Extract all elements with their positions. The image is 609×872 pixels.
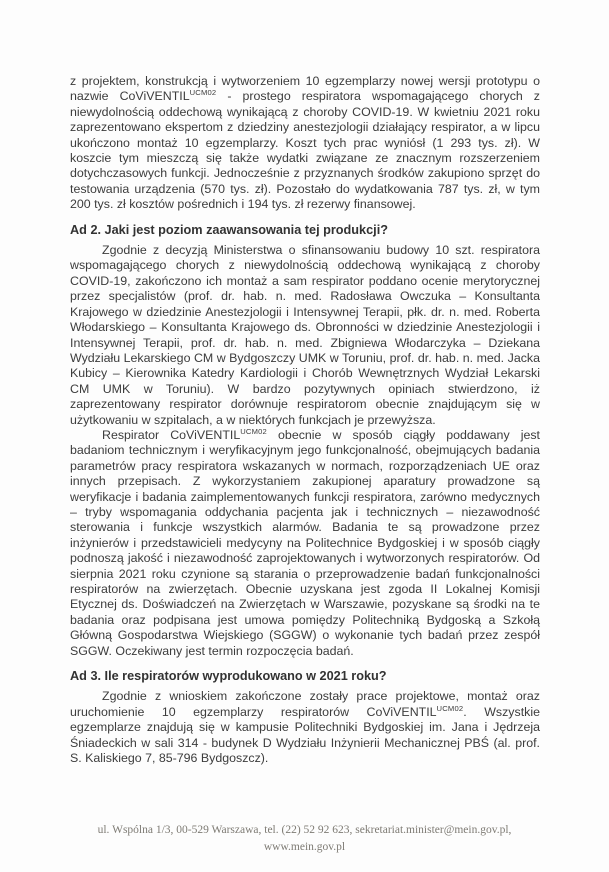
intro-paragraph — [70, 74, 540, 213]
document-body — [70, 74, 540, 766]
page-footer — [0, 822, 609, 855]
superscript-ucm02: UCM02 — [240, 426, 267, 436]
footer-address-line: ul. Wspólna 1/3, 00-529 Warszawa, tel. (22) 52 92 623, sekretariat.minister@mein.gov.pl, — [97, 824, 512, 836]
ad3-paragraph-1-text-1: Zgodnie z wnioskiem zakończone zostały prace projektowe, montaż oraz uruchomienie 10 egzemplarzy respiratorów CoViVENTIL — [70, 689, 540, 719]
ad2-paragraph-2-text-2: obecnie w sposób ciągły poddawany jest badaniom technicznym i weryfikacyjnym jego funkcjonalność, obejmujących badania parametrów pracy respiratora wskazanych w normach, rozporządzeniach UE oraz innych przepisach. Z wykorzystaniem zakupionej aparatury prowadzone są weryfikacje i badania zaimplementowanych funkcji respiratora, zarówno medycznych – tryby wspomagania oddychania pacjenta jak i technicznych – niezawodność sterowania i funkcje wszystkich alarmów. Badania te są prowadzone przez inżynierów i przedstawicieli medycyny na Politechnice Bydgoskiej i w sposób ciągły podnoszą jakość i niezawodność zaprojektowanych i wytworzonych respiratorów. Od sierpnia 2021 roku czynione są starania o przeprowadzenie badań funkcjonalności respiratorów na zwierzętach. Obecnie uzyskana jest zgoda II Lokalnej Komisji Etycznej ds. Doświadczeń na Zwierzętach w Warszawie, pozyskane są środki na te badania oraz podpisana jest umowa pomiędzy Politechniką Bydgoską a Szkołą Główną Gospodarstwa Wiejskiego (SGGW) o wykonanie tych badań przez zespół SGGW. Oczekiwany jest termin rozpoczęcia badań. — [70, 427, 540, 658]
superscript-ucm02: UCM02 — [436, 703, 464, 713]
intro-paragraph-text-2: - prostego respiratora wspomagającego chorych z niewydolnością oddechową wynikającą z choroby COVID-19. W kwietniu 2021 roku zaprezentowano ekspertom z dziedziny anestezjologii działający respirator, a w lipcu ukończono montaż 10 egzemplarzy. Koszt tych prac wyniósł (1 293 tys. zł). W koszcie tym mieszczą się także wydatki związane ze znacznym rozszerzeniem dotychczasowych funkcji. Jednocześnie z przyznanych środków zakupiono sprzęt do testowania urządzenia (570 tys. zł). Pozostało do wydatkowania 787 tys. zł, w tym 200 tys. zł kosztów pośrednich i 194 tys. zł rezerwy finansowej. — [70, 89, 540, 212]
ad2-paragraph-1: Zgodnie z decyzją Ministerstwa o sfinansowaniu budowy 10 szt. respiratora wspomagającego chorych z niewydolnością oddechową wynikającą z choroby COVID-19, zakończono ich montaż a sam respirator poddano ocenie merytorycznej przez specjalistów (prof. dr. hab. n. med. Radosława Owczuka – Konsultanta Krajowego w dziedzinie Anestezjologii i Intensywnej Terapii, płk. dr. n. med. Roberta Włodarskiego – Konsultanta Krajowego ds. Obronności w dziedzinie Anestezjologii i Intensywnej Terapii, prof. dr. hab. n. med. Zbigniewa Włodarczyka – Dziekana Wydziału Lekarskiego CM w Bydgoszczy UMK w Toruniu, prof. dr. hab. n. med. Jacka Kubicy – Kierownika Katedry Kardiologii i Chorób Wewnętrznych Wydział Lekarski CM UMK w Toruniu). W bardzo pozytywnych opiniach stwierdzono, iż zaprezentowany respirator dorównuje respiratorom obecnie znajdującym się w użytkowaniu w szpitalach, a w niektórych funkcjach je przewyższa. — [70, 243, 540, 427]
intro-paragraph-text-1: z projektem, konstrukcją i wytworzeniem 10 egzemplarzy nowej wersji prototypu o nazwie CoViVENTIL — [70, 74, 540, 104]
ad2-paragraph-2 — [70, 428, 540, 659]
section-ad2-heading: Ad 2. Jaki jest poziom zaawansowania tej produkcji? — [70, 222, 388, 237]
ad3-paragraph-1 — [70, 689, 540, 766]
section-ad3-heading: Ad 3. Ile respiratorów wyprodukowano w 2021 roku? — [70, 669, 387, 684]
ad3-paragraph-1-text-2: . Wszystkie egzemplarze znajdują się w kampusie Politechniki Bydgoskiej im. Jana i Jędrzeja Śniadeckich w sali 314 - budynek D Wydziału Inżynierii Mechanicznej PBŚ (al. prof. S. Kaliskiego 7, 85-796 Bydgoszcz). — [70, 704, 540, 766]
superscript-ucm02: UCM02 — [189, 88, 217, 98]
ad2-paragraph-2-text-1: Respirator CoViVENTIL — [102, 427, 241, 442]
footer-website: www.mein.gov.pl — [263, 840, 346, 853]
